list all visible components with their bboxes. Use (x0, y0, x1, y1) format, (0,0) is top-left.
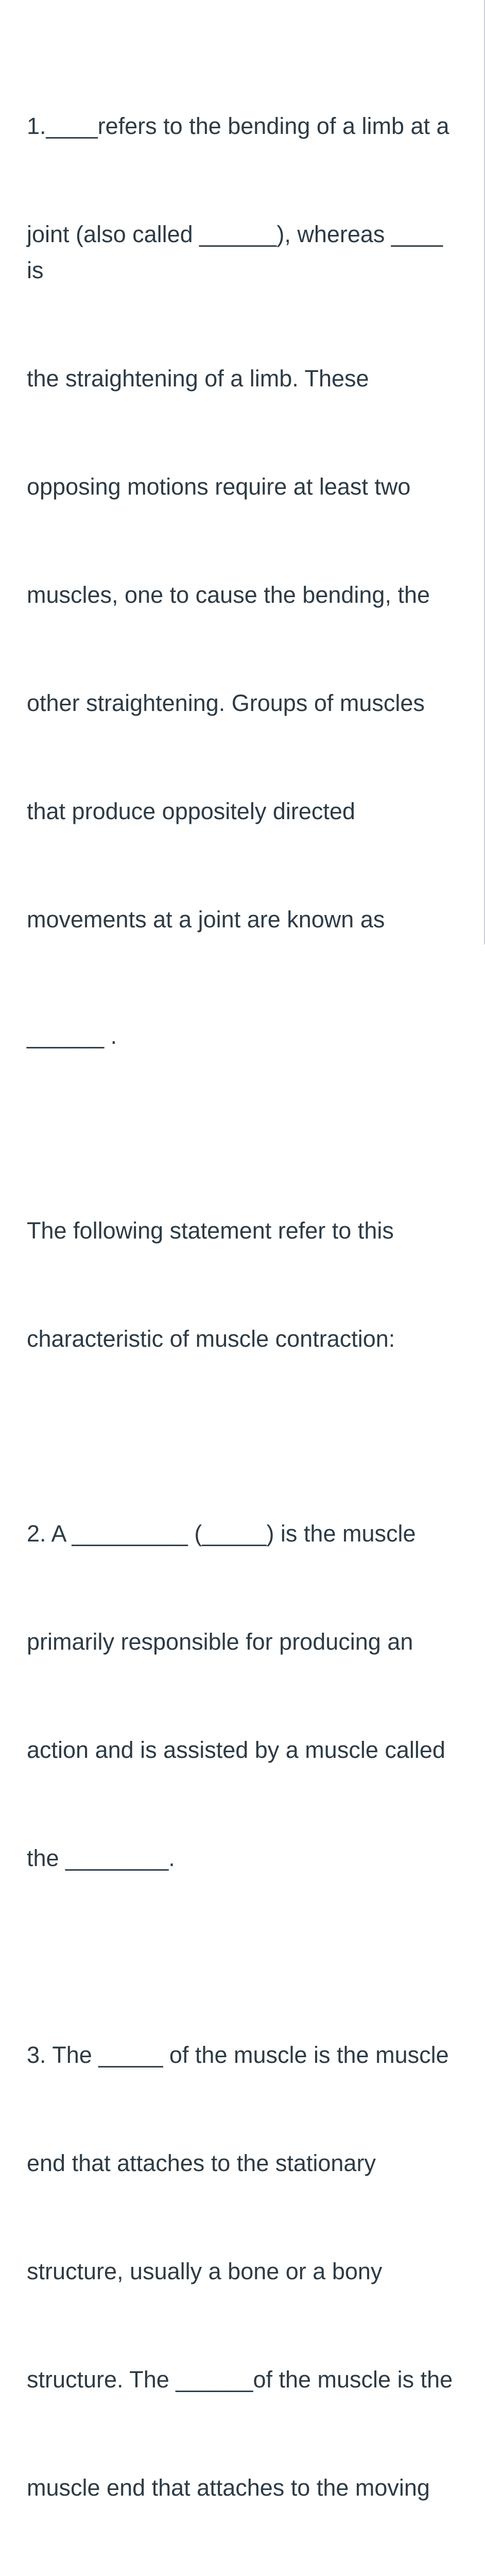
question-1-paragraph (27, 36, 459, 1126)
text-line: the straightening of a limb. These (27, 365, 369, 392)
text-line: end that attaches to the stationary (27, 2150, 376, 2176)
text-line: muscle end that attaches to the moving (27, 2475, 430, 2501)
question-content (27, 36, 459, 2576)
text-line: the ________. (27, 1845, 175, 1871)
text-line: structure, usually a bone or a bony (27, 2258, 383, 2284)
text-line: 3. The _____ of the muscle is the muscle (27, 2042, 449, 2068)
text-line: joint (also called ______), whereas ____ is (27, 221, 449, 283)
intro-paragraph (27, 1141, 459, 1429)
paragraph-spacer (27, 1429, 459, 1444)
text-line: primarily responsible for producing an (27, 1629, 413, 1655)
paragraph-spacer (27, 1948, 459, 1965)
text-line: The following statement refer to this (27, 1217, 394, 1244)
text-line: other straightening. Groups of muscles (27, 690, 425, 716)
text-line: 1.____refers to the bending of a limb at a (27, 113, 449, 139)
text-line: 2. A _________ (_____) is the muscle (27, 1520, 416, 1547)
text-line: that produce oppositely directed (27, 798, 355, 824)
paragraph-spacer (27, 1126, 459, 1141)
text-line: characteristic of muscle contraction: (27, 1326, 395, 1352)
text-line: structure. The ______of the muscle is the (27, 2366, 453, 2393)
question-3-paragraph (27, 1965, 459, 2576)
question-2-paragraph (27, 1444, 459, 1948)
text-line: ______ . (27, 1023, 117, 1049)
text-line: action and is assisted by a muscle called (27, 1737, 445, 1763)
text-line: opposing motions require at least two (27, 473, 411, 500)
text-line: movements at a joint are known as (27, 906, 385, 933)
text-line: muscles, one to cause the bending, the (27, 582, 430, 608)
